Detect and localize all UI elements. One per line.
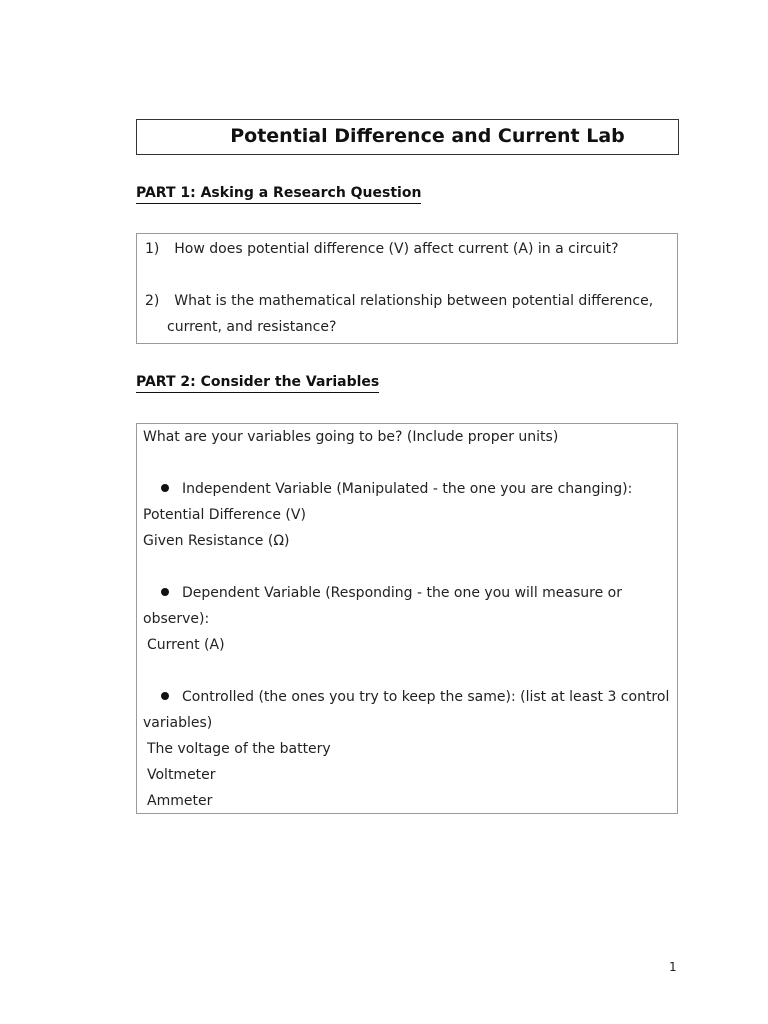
independent-value: Potential Difference (V) xyxy=(143,507,306,523)
independent-variable-label: Independent Variable (Manipulated - the one you are changing): xyxy=(182,481,633,497)
controlled-variable-label-line1: Controlled (the ones you try to keep the same): (list at least 3 control xyxy=(182,689,670,705)
bullet-icon xyxy=(161,692,169,700)
dependent-variable-label-line1: Dependent Variable (Responding - the one you will measure or xyxy=(182,585,622,601)
bullet-icon xyxy=(161,484,169,492)
part1-heading: PART 1: Asking a Research Question xyxy=(136,184,421,204)
controlled-value: Ammeter xyxy=(147,793,213,809)
title-box xyxy=(136,119,679,155)
controlled-variable-item xyxy=(161,684,669,710)
bullet-icon xyxy=(161,588,169,596)
controlled-value: Voltmeter xyxy=(147,767,216,783)
question-2-number: 2) xyxy=(145,293,160,309)
question-1 xyxy=(145,236,619,262)
variables-box xyxy=(136,423,678,814)
dependent-variable-label-line2: observe): xyxy=(143,611,210,627)
page-title: Potential Difference and Current Lab xyxy=(230,125,625,147)
question-1-text: How does potential difference (V) affect current (A) in a circuit? xyxy=(174,241,619,257)
research-questions-box xyxy=(136,233,678,344)
variables-prompt: What are your variables going to be? (Include proper units) xyxy=(143,429,559,445)
dependent-value: Current (A) xyxy=(147,637,225,653)
independent-variable-item xyxy=(161,476,632,502)
question-2-text-line1: What is the mathematical relationship between potential difference, xyxy=(174,293,654,309)
controlled-variable-label-line2: variables) xyxy=(143,715,213,731)
question-1-number: 1) xyxy=(145,241,160,257)
part2-heading: PART 2: Consider the Variables xyxy=(136,373,379,393)
controlled-value: The voltage of the battery xyxy=(147,741,331,757)
independent-value: Given Resistance (Ω) xyxy=(143,533,290,549)
dependent-variable-item xyxy=(161,580,622,606)
question-2 xyxy=(145,288,653,314)
page-number: 1 xyxy=(669,960,677,974)
question-2-text-line2: current, and resistance? xyxy=(167,319,337,335)
